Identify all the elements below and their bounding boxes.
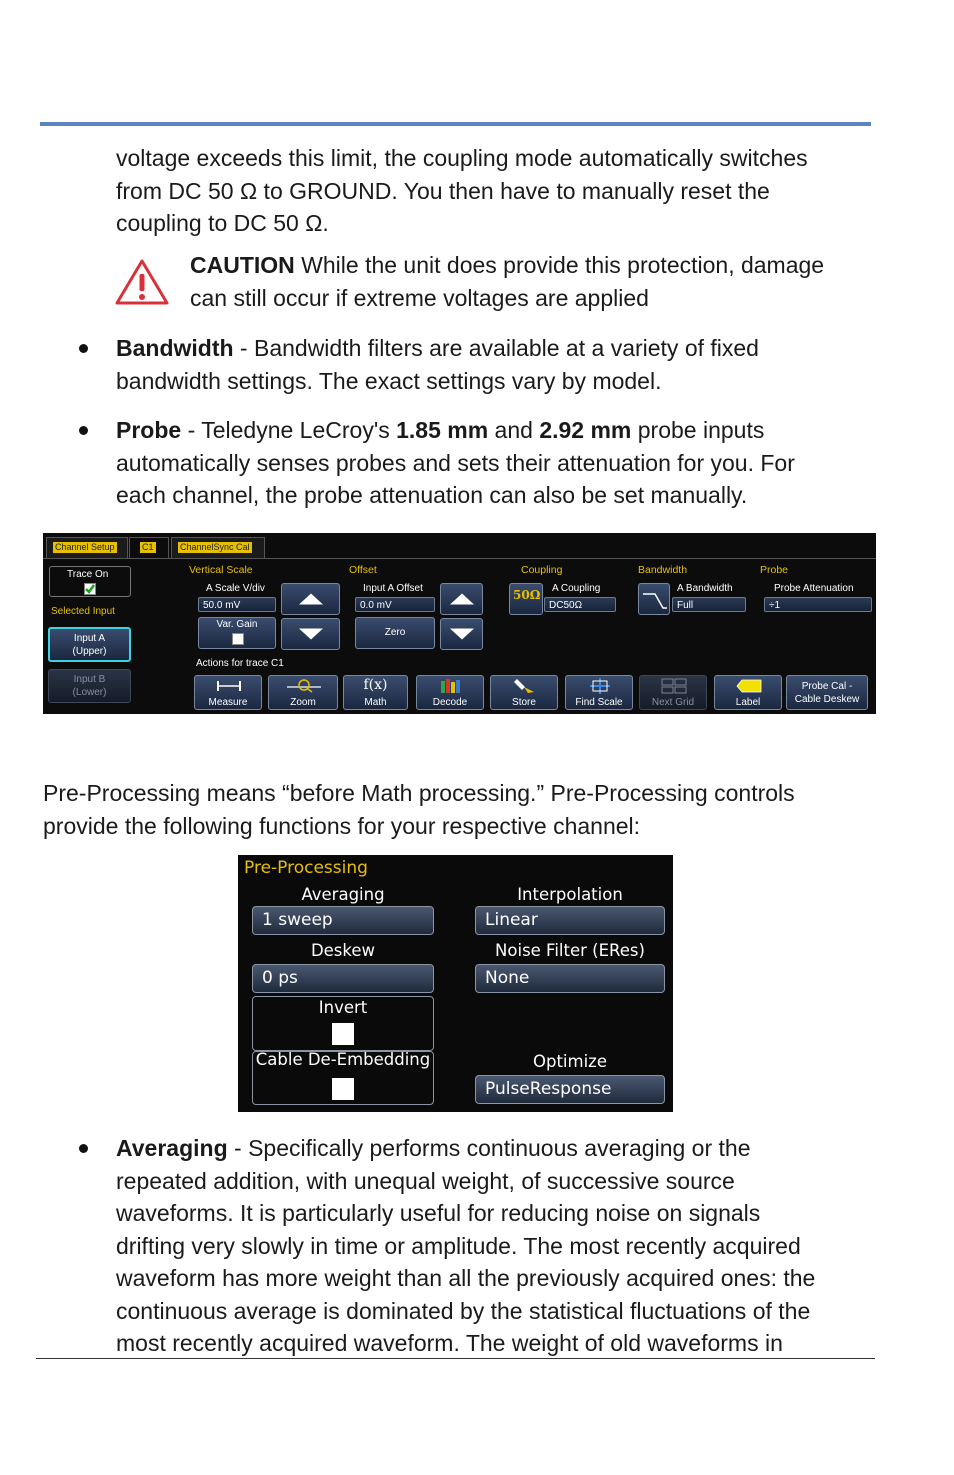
- coupling-heading: Coupling: [521, 564, 563, 576]
- input-a-label: (Upper): [72, 646, 107, 657]
- store-label: Store: [512, 697, 536, 708]
- cable-de-embedding-label: Cable De-Embedding: [255, 1050, 431, 1069]
- optimize-label: Optimize: [533, 1052, 607, 1071]
- filter-icon: [641, 588, 669, 612]
- caution-text: can still occur if extreme voltages are applied: [190, 284, 649, 311]
- grid-icon: [661, 678, 687, 694]
- measure-label: Measure: [208, 697, 248, 708]
- var-gain-checkbox[interactable]: [232, 633, 244, 645]
- probe-text: each channel, the probe attenuation can also be set manually.: [116, 482, 748, 508]
- probe-cal-label: Cable Deskew: [794, 694, 860, 705]
- probe-size: 1.85 mm: [396, 417, 489, 443]
- averaging-text: repeated addition, with unequal weight, of successive source: [116, 1167, 735, 1194]
- averaging-text: most recently acquired waveform. The weight of old waveforms in: [116, 1330, 783, 1356]
- offset-down-button[interactable]: [440, 618, 483, 650]
- bandwidth-heading: Bandwidth: [638, 564, 688, 576]
- cable-de-embedding-checkbox[interactable]: [332, 1078, 354, 1100]
- deskew-field[interactable]: 0 ps: [252, 964, 434, 993]
- vertical-scale-heading: Vertical Scale: [189, 564, 253, 576]
- var-gain-toggle[interactable]: [198, 617, 276, 649]
- averaging-text: - Specifically performs continuous averaging or the: [227, 1135, 751, 1161]
- check-icon: [85, 584, 95, 594]
- bullet: [79, 344, 88, 353]
- zoom-button[interactable]: [268, 675, 338, 710]
- preprocessing-paragraph: [43, 777, 795, 842]
- input-b-button[interactable]: [48, 669, 131, 703]
- averaging-text: drifting very slowly in time or amplitude. The most recently acquired: [116, 1232, 801, 1259]
- offset-heading: Offset: [349, 564, 377, 576]
- trace-on-label: Trace On: [67, 569, 109, 580]
- bullet: [79, 1144, 88, 1153]
- tab-divider: [43, 558, 876, 559]
- channel-setup-panel: [43, 533, 876, 714]
- store-button[interactable]: [490, 675, 558, 710]
- find-scale-button[interactable]: [565, 675, 633, 710]
- probe-cal-button[interactable]: [786, 675, 868, 710]
- arrow-up-icon: [450, 594, 474, 605]
- offset-up-button[interactable]: [440, 583, 483, 615]
- averaging-text: waveform has more weight than all the previously acquired ones: the: [116, 1265, 816, 1291]
- probe-text: and: [488, 417, 540, 443]
- averaging-term: Averaging: [116, 1135, 228, 1161]
- probe-text: probe inputs: [631, 417, 765, 443]
- noise-filter-field[interactable]: None: [475, 964, 665, 993]
- measure-icon: [216, 679, 242, 693]
- probe-text: automatically senses probes and sets their attenuation for you. For: [116, 449, 795, 476]
- decode-label: Decode: [432, 697, 468, 708]
- math-button[interactable]: [343, 675, 408, 710]
- label-label: Label: [735, 697, 761, 708]
- invert-label: Invert: [318, 998, 368, 1017]
- arrow-up-icon: [299, 594, 323, 605]
- input-b-label: Input B: [73, 674, 106, 685]
- zoom-label: Zoom: [290, 697, 316, 708]
- optimize-field[interactable]: PulseResponse: [475, 1075, 665, 1104]
- header-rule: [40, 122, 871, 126]
- intro-line: voltage exceeds this limit, the coupling mode automatically switches: [116, 145, 808, 171]
- tab-channelsync-cal[interactable]: [171, 537, 265, 559]
- tab-c1[interactable]: [129, 537, 169, 559]
- intro-line: coupling to DC 50 Ω.: [116, 210, 329, 236]
- find-scale-label: Find Scale: [575, 697, 623, 708]
- trace-on-toggle[interactable]: [49, 566, 131, 597]
- arrow-down-icon: [450, 629, 474, 640]
- averaging-text: continuous average is dominated by the statistical fluctuations of the: [116, 1297, 811, 1324]
- math-icon: f(x): [363, 677, 388, 693]
- tab-channel-setup[interactable]: [46, 537, 128, 559]
- preprocessing-text: provide the following functions for your respective channel:: [43, 812, 641, 839]
- offset-field[interactable]: 0.0 mV: [355, 597, 435, 612]
- coupling-label: A Coupling: [552, 583, 601, 594]
- probe-attenuation-field[interactable]: ÷1: [764, 597, 872, 612]
- bandwidth-term: Bandwidth: [116, 335, 234, 361]
- tab-label: ChannelSync Cal: [180, 542, 250, 552]
- averaging-label: Averaging: [301, 885, 385, 904]
- probe-heading: Probe: [760, 564, 789, 576]
- bandwidth-item: [116, 332, 759, 397]
- selected-input-label: Selected Input: [51, 606, 115, 617]
- next-grid-button[interactable]: [639, 675, 707, 710]
- probe-text: - Teledyne LeCroy's: [181, 417, 397, 443]
- pre-processing-panel: [238, 855, 673, 1112]
- intro-paragraph: [116, 142, 808, 240]
- averaging-text: waveforms. It is particularly useful for reducing noise on signals: [116, 1200, 761, 1226]
- probe-attenuation-label: Probe Attenuation: [774, 583, 854, 594]
- label-button[interactable]: [714, 675, 782, 710]
- preprocessing-text: Pre-Processing means “before Math processing.” Pre-Processing controls: [43, 780, 795, 806]
- var-gain-label: Var. Gain: [216, 619, 258, 630]
- scale-label: A Scale V/div: [206, 583, 265, 594]
- probe-cal-label: Probe Cal -: [801, 681, 853, 692]
- store-icon: [514, 678, 536, 694]
- footer-rule: [36, 1358, 875, 1359]
- input-a-button[interactable]: [48, 627, 131, 662]
- bandwidth-field[interactable]: Full: [672, 597, 746, 612]
- bullet: [79, 426, 88, 435]
- zoom-icon: [287, 679, 321, 693]
- next-grid-label: Next Grid: [651, 697, 695, 708]
- tab-label: Channel Setup: [55, 542, 115, 552]
- probe-term: Probe: [116, 417, 182, 443]
- math-label: Math: [364, 697, 387, 708]
- caution-icon: [114, 257, 170, 307]
- caution-label: CAUTION: [190, 252, 295, 278]
- arrow-down-icon: [299, 629, 323, 640]
- scale-down-button[interactable]: [281, 618, 340, 650]
- actions-label: Actions for trace C1: [196, 658, 284, 669]
- invert-toggle[interactable]: [252, 996, 434, 1051]
- averaging-field[interactable]: 1 sweep: [252, 906, 434, 935]
- input-b-label: (Lower): [72, 687, 107, 698]
- probe-item: [116, 414, 795, 512]
- find-scale-icon: [589, 678, 611, 694]
- trace-on-checkbox[interactable]: [84, 583, 96, 595]
- caution-note: [190, 249, 824, 314]
- scale-field[interactable]: 50.0 mV: [198, 597, 276, 612]
- zero-button[interactable]: [355, 617, 435, 649]
- scale-up-button[interactable]: [281, 583, 340, 615]
- deskew-label: Deskew: [310, 941, 376, 960]
- invert-checkbox[interactable]: [332, 1023, 354, 1045]
- tab-label: C1: [142, 542, 154, 552]
- measure-button[interactable]: [194, 675, 262, 710]
- pre-processing-title: Pre-Processing: [244, 858, 368, 878]
- bandwidth-text: - Bandwidth filters are available at a variety of fixed: [233, 335, 759, 361]
- decode-button[interactable]: [416, 675, 484, 710]
- interpolation-label: Interpolation: [517, 885, 623, 904]
- interpolation-field[interactable]: Linear: [475, 906, 665, 935]
- zero-label: Zero: [384, 627, 406, 638]
- tag-icon: [736, 679, 762, 693]
- input-a-label: Input A: [73, 633, 106, 644]
- decode-icon: [440, 678, 462, 694]
- bandwidth-label: A Bandwidth: [677, 583, 733, 594]
- offset-label: Input A Offset: [363, 583, 423, 594]
- coupling-icon-button[interactable]: [509, 583, 543, 615]
- fifty-ohm-icon: 50Ω: [513, 588, 541, 602]
- probe-size: 2.92 mm: [539, 417, 632, 443]
- averaging-item: [116, 1132, 815, 1360]
- cable-de-embedding-toggle[interactable]: [252, 1051, 434, 1105]
- bandwidth-text: bandwidth settings. The exact settings vary by model.: [116, 367, 662, 394]
- noise-filter-label: Noise Filter (ERes): [495, 941, 645, 960]
- bandwidth-icon-button[interactable]: [638, 583, 670, 615]
- caution-text: While the unit does provide this protection, damage: [294, 252, 825, 278]
- intro-line: from DC 50 Ω to GROUND. You then have to manually reset the: [116, 177, 770, 204]
- coupling-field[interactable]: DC50Ω: [544, 597, 616, 612]
